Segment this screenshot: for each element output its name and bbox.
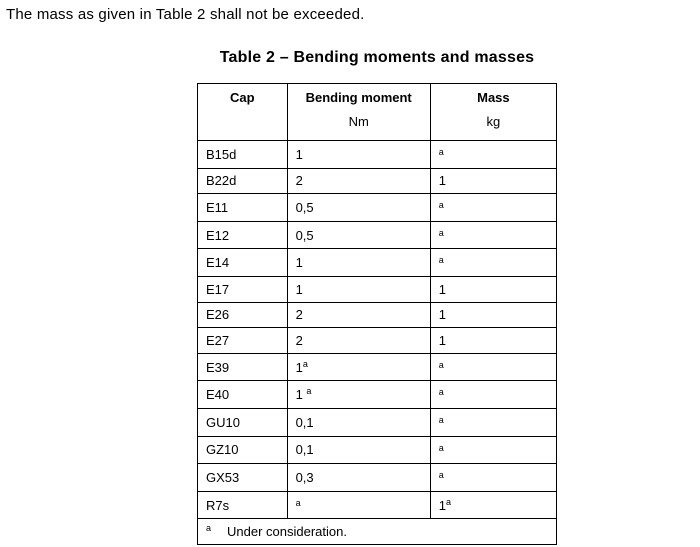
cell-cap (198, 141, 288, 169)
cell-mass-value: 1 (438, 173, 447, 189)
footnote-text: Under consideration. (227, 524, 347, 540)
header-moment-unit: Nm (348, 114, 369, 129)
table-row (198, 436, 557, 464)
cell-mass-value: 1 (438, 281, 447, 297)
cell-bending-moment (287, 353, 430, 381)
footnote-ref: a (438, 470, 444, 481)
footnote-ref: a (438, 227, 444, 238)
cell-bending-moment (287, 276, 430, 302)
cell-bending-moment-value: 1 (295, 255, 303, 271)
table-caption: Table 2 – Bending moments and masses (219, 49, 535, 66)
cell-mass (430, 353, 556, 381)
header-cap (198, 84, 288, 141)
cell-cap (198, 353, 288, 381)
table-row (198, 221, 557, 249)
cell-bending-moment-value: 1 (295, 359, 303, 375)
footnote-ref: a (302, 358, 308, 369)
footnote-ref: a (438, 255, 444, 266)
cell-cap (198, 408, 288, 436)
table-row (198, 491, 557, 519)
cell-mass-value: 1 (438, 332, 447, 348)
table-row (198, 168, 557, 194)
footnote-ref: a (438, 387, 444, 398)
cell-cap-value: GU10 (206, 414, 240, 430)
table-row (198, 353, 557, 381)
table-row (198, 464, 557, 492)
cell-cap-value: B15d (206, 146, 237, 162)
cell-mass-value: 1 (438, 497, 447, 513)
cell-mass (430, 168, 556, 194)
table-row (198, 249, 557, 277)
cell-cap-value: E14 (206, 255, 230, 271)
cell-cap (198, 194, 288, 222)
cell-cap (198, 168, 288, 194)
cell-mass (430, 328, 556, 354)
cell-cap-value: E40 (206, 387, 230, 403)
cell-bending-moment (287, 464, 430, 492)
cell-bending-moment-value: 1 (295, 146, 303, 162)
cell-cap (198, 464, 288, 492)
cell-bending-moment (287, 249, 430, 277)
cell-mass (430, 302, 556, 328)
cell-mass (430, 221, 556, 249)
table-row (198, 276, 557, 302)
header-mass-unit: kg (486, 114, 501, 129)
cell-bending-moment-value: 2 (295, 173, 303, 189)
cell-bending-moment (287, 194, 430, 222)
cell-mass (430, 249, 556, 277)
cell-mass (430, 381, 556, 409)
cell-cap (198, 276, 288, 302)
header-mass-label: Mass (477, 90, 510, 105)
footnote-ref: a (295, 497, 301, 508)
table-row (198, 141, 557, 169)
footnote-ref: a (438, 442, 444, 453)
table-row (198, 381, 557, 409)
cell-bending-moment-value: 0,5 (295, 199, 314, 215)
cell-cap (198, 249, 288, 277)
cell-cap-value: E17 (206, 281, 230, 297)
cell-bending-moment (287, 302, 430, 328)
table-row (198, 302, 557, 328)
cell-cap (198, 436, 288, 464)
header-cap-label: Cap (230, 90, 255, 105)
cell-mass (430, 408, 556, 436)
cell-bending-moment (287, 221, 430, 249)
table-body (198, 141, 557, 519)
cell-cap-value: B22d (206, 173, 237, 189)
cell-bending-moment-value: 1 (295, 387, 307, 403)
cell-bending-moment (287, 168, 430, 194)
table-row (198, 194, 557, 222)
cell-mass-value: 1 (438, 307, 447, 323)
cell-bending-moment (287, 408, 430, 436)
footnote-ref: a (438, 147, 444, 157)
cell-bending-moment-value: 1 (295, 281, 303, 297)
header-moment-label: Bending moment (305, 90, 412, 105)
table-footnote-row (198, 519, 557, 545)
cell-cap-value: E11 (206, 199, 229, 215)
cell-mass (430, 491, 556, 519)
cell-cap (198, 302, 288, 328)
cell-bending-moment (287, 491, 430, 519)
table-header-row (198, 84, 557, 141)
footnote-mark: a (206, 523, 212, 534)
cell-bending-moment (287, 381, 430, 409)
cell-bending-moment (287, 141, 430, 169)
header-bending-moment (287, 84, 430, 141)
cell-cap-value: E39 (206, 359, 230, 375)
cell-mass (430, 141, 556, 169)
cell-bending-moment-value: 2 (295, 332, 303, 348)
cell-cap-value: E27 (206, 332, 230, 348)
bending-moments-table (197, 83, 557, 545)
cell-cap-value: GX53 (206, 469, 240, 485)
cell-bending-moment (287, 328, 430, 354)
cell-cap-value: E12 (206, 227, 230, 243)
cell-mass (430, 464, 556, 492)
footnote-ref: a (306, 386, 312, 397)
cell-cap (198, 221, 288, 249)
header-mass (430, 84, 556, 141)
table-footnote (198, 519, 557, 545)
cell-bending-moment-value: 2 (295, 307, 303, 323)
intro-paragraph: The mass as given in Table 2 shall not be exceeded. (6, 6, 365, 23)
footnote-ref: a (438, 359, 444, 370)
cell-cap-value: R7s (206, 497, 230, 513)
cell-bending-moment-value: 0,3 (295, 469, 314, 485)
cell-cap-value: GZ10 (206, 442, 239, 458)
cell-cap (198, 491, 288, 519)
cell-mass (430, 276, 556, 302)
footnote-ref: a (446, 496, 452, 507)
cell-cap (198, 381, 288, 409)
cell-mass (430, 436, 556, 464)
cell-bending-moment (287, 436, 430, 464)
table-row (198, 408, 557, 436)
cell-bending-moment-value: 0,1 (295, 442, 314, 458)
table-row (198, 328, 557, 354)
cell-bending-moment-value: 0,5 (295, 227, 314, 243)
cell-cap-value: E26 (206, 307, 230, 323)
cell-bending-moment-value: 0,1 (295, 414, 314, 430)
footnote-ref: a (438, 414, 444, 425)
cell-mass (430, 194, 556, 222)
footnote-ref: a (438, 200, 444, 211)
cell-cap (198, 328, 288, 354)
